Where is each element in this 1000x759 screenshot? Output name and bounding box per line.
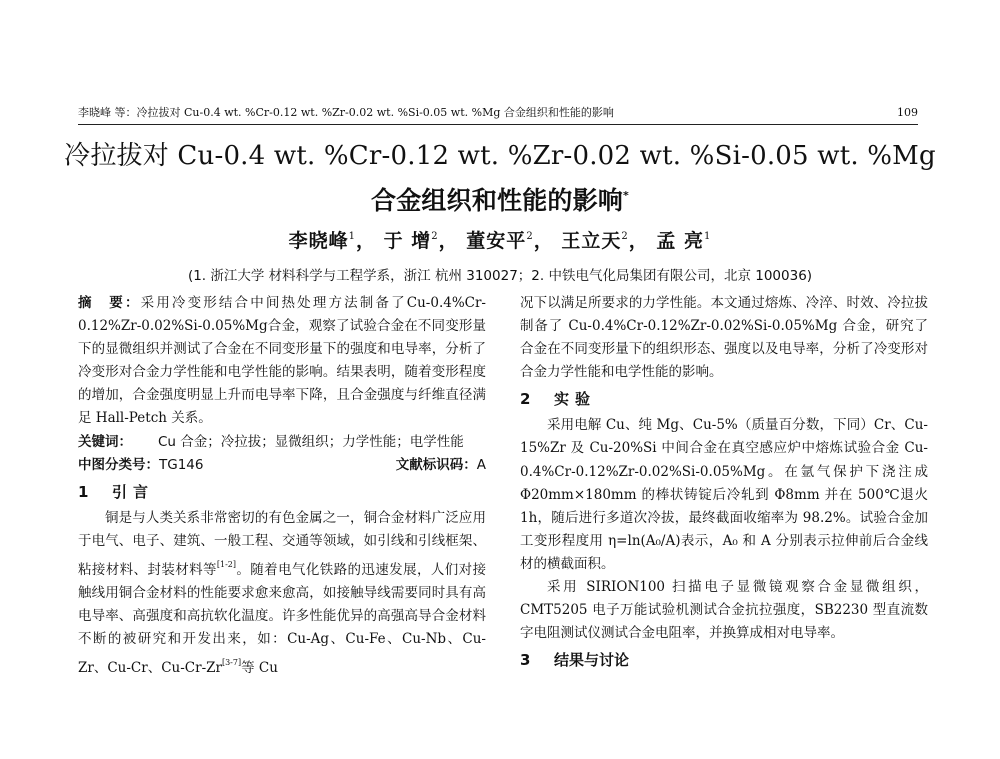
right-column — [520, 292, 928, 675]
abstract-text: 采用冷变形结合中间热处理方法制备了Cu-0.4%Cr-0.12%Zr-0.02%Si-0.05%Mg合金，观察了试验合金在不同变形量下的显微组织并测试了合金在不同变形量下的强度和电导率，分析了冷变形对合金力学性能和电学性能的影响。结果表明，随着变形程度的增加，合金强度明显上升而电导率下降，且合金强度与纤维直径满足 Hall-Petch 关系。 — [78, 295, 486, 427]
section-number: 1 — [78, 482, 89, 501]
author-list: 李晓峰$^1$， 于 增$^2$， 董安平$^2$， 王立天$^2$， 孟 亮$^1$ — [288, 230, 712, 252]
section-heading-introduction — [78, 477, 486, 507]
author-name: 王立天 — [561, 230, 622, 252]
keywords — [78, 431, 486, 454]
author-name: 于 增 — [383, 230, 432, 252]
intro-text-a: 铜是与人类关系非常密切的有色金属之一，铜合金材料广泛应用于电气、电子、建筑、一般工程、交通等领域，如引线和引线框架、粘接材料、封装材料等 — [78, 509, 486, 578]
keywords-text: Cu 合金；冷拉拔；显微组织；力学性能；电学性能 — [158, 433, 464, 450]
title-line-1: 冷拉拔对 Cu-0.4 wt. %Cr-0.12 wt. %Zr-0.02 wt. %Si-0.05 wt. %Mg — [64, 141, 936, 171]
citation-ref: [3-7] — [221, 658, 242, 668]
classification-value: TG146 — [159, 456, 204, 473]
citation-ref: [1-2] — [216, 559, 237, 569]
page-number: 109 — [897, 106, 918, 119]
affiliations: (1. 浙江大学 材料科学与工程学系，浙江 杭州 310027；2. 中铁电气化局集团有限公司，北京 100036) — [187, 268, 813, 284]
classification-row — [78, 454, 486, 477]
section-title: 实验 — [554, 390, 597, 409]
intro-text-c: 等 Cu — [241, 660, 278, 677]
running-head-text: 李晓峰 等：冷拉拔对 Cu-0.4 wt. %Cr-0.12 wt. %Zr-0.02 wt. %Si-0.05 wt. %Mg 合金组织和性能的影响 — [78, 106, 614, 119]
experiment-paragraph-1: 采用电解 Cu、纯 Mg、Cu-5%（质量百分数，下同）Cr、Cu-15%Zr 及 Cu-20%Si 中间合金在真空感应炉中熔炼试验合金 Cu-0.4%Cr-0.12%Zr-0.02%Si-0.05%Mg。在氩气保护下浇注成 Φ20mm×180mm 的棒状铸锭后冷轧到 Φ8mm 并在 500℃退火 1h，随后进行多道次冷拔，最终截面收缩率为 98.2%。试验合金加工变形程度用 η=ln(A₀/A)表示，A₀ 和 A 分别表示拉伸前后合金线材的横截面积。 — [520, 417, 928, 572]
section-title: 结果与讨论 — [554, 651, 630, 670]
left-column — [78, 292, 486, 680]
running-head — [78, 104, 918, 125]
author-name: 孟 亮 — [656, 230, 704, 252]
intro-text-b: 。随着电气化铁路的迅速发展，人们对接触线用铜合金材料的性能要求愈来愈高，如接触导线需要同时具有高电导率、高强度和高抗软化温度。许多性能优异的高强高导合金材料不断的被研究和开发出来，如：Cu-Ag、Cu-Fe、Cu-Nb、Cu-Zr、Cu-Cr、Cu-Cr-Zr — [78, 561, 487, 677]
section-number: 3 — [520, 651, 531, 670]
document-code-value: A — [476, 456, 486, 473]
abstract — [78, 292, 486, 431]
title-footnote-mark: * — [623, 189, 629, 202]
title-line-2-text: 合金组织和性能的影响 — [371, 186, 624, 215]
introduction-paragraph — [78, 507, 486, 681]
author-affil-mark: 2 — [526, 231, 534, 242]
section-title: 引言 — [112, 482, 155, 501]
section-heading-experiment — [520, 384, 928, 414]
introduction-continued: 况下以满足所要求的力学性能。本文通过熔炼、冷淬、时效、冷拉拔制备了 Cu-0.4%Cr-0.12%Zr-0.02%Si-0.05%Mg 合金，研究了合金在不同变形量下的组织形态、强度以及电导率，分析了冷变形对合金力学性能和电学性能的影响。 — [520, 295, 928, 381]
experiment-paragraph-2: 采用 SIRION100 扫描电子显微镜观察合金显微组织，CMT5205 电子万能试验机测试合金抗拉强度，SB2230 型直流数字电阻测试仪测试合金电阻率，并换算成相对电导率。 — [520, 579, 928, 642]
author-affil-mark: 2 — [431, 231, 439, 242]
author-name: 李晓峰 — [288, 230, 349, 252]
paper-title — [40, 136, 960, 221]
classification-label: 中图分类号： — [78, 456, 159, 473]
abstract-label: 摘 要： — [78, 295, 141, 311]
author-affil-mark: 2 — [621, 231, 629, 242]
keywords-label: 关键词： — [78, 433, 132, 450]
title-line-2 — [40, 176, 960, 221]
section-number: 2 — [520, 390, 531, 409]
section-heading-results — [520, 645, 928, 675]
author-affil-mark: 1 — [703, 231, 712, 242]
author-name: 董安平 — [466, 230, 527, 252]
author-affil-mark: 1 — [348, 231, 357, 242]
document-code-label: 文献标识码： — [395, 456, 477, 473]
